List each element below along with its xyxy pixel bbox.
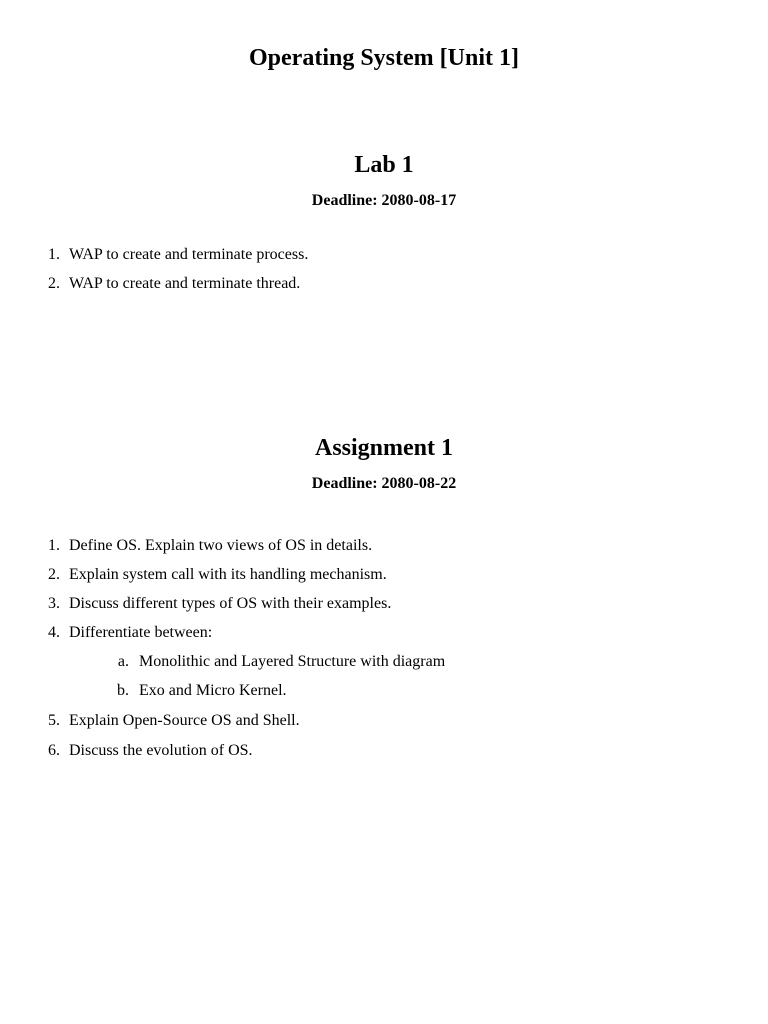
list-number: 4. [48, 624, 60, 641]
assignment-deadline: Deadline: 2080-08-22 [311, 475, 457, 492]
list-number: 1. [48, 246, 60, 263]
assignment-heading: Assignment 1 [314, 435, 453, 461]
sublist-letter: b. [117, 682, 129, 699]
sublist-letter: a. [117, 653, 129, 670]
list-number: 5. [48, 712, 60, 729]
list-text: WAP to create and terminate process. [69, 246, 309, 263]
list-number: 1. [48, 537, 60, 554]
list-number: 2. [48, 275, 60, 292]
list-text: Differentiate between: [69, 624, 213, 641]
list-text: Explain system call with its handling mechanism. [69, 566, 387, 583]
list-number: 6. [48, 742, 60, 759]
list-text: Discuss the evolution of OS. [69, 742, 253, 759]
list-number: 3. [48, 595, 60, 612]
list-text: Define OS. Explain two views of OS in details. [69, 537, 373, 554]
list-text: Discuss different types of OS with their examples. [69, 595, 392, 612]
lab-heading: Lab 1 [354, 152, 414, 178]
document-title: Operating System [Unit 1] [249, 45, 519, 71]
list-text: WAP to create and terminate thread. [69, 275, 301, 292]
sublist-text: Exo and Micro Kernel. [139, 682, 287, 699]
list-text: Explain Open-Source OS and Shell. [69, 712, 300, 729]
sublist-text: Monolithic and Layered Structure with diagram [139, 653, 446, 670]
lab-deadline: Deadline: 2080-08-17 [311, 192, 457, 209]
list-number: 2. [48, 566, 60, 583]
